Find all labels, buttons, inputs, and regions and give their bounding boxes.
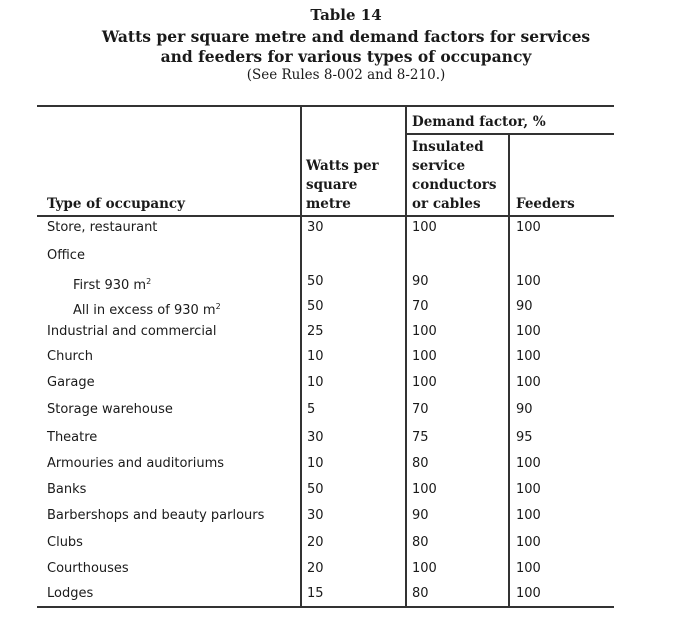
watts-cell: 30 (307, 430, 324, 445)
occupancy-cell (47, 430, 97, 446)
feeders-demand-cell: 90 (516, 402, 533, 417)
watts-cell: 10 (307, 456, 324, 471)
table-bottom-rule (37, 606, 614, 608)
superscript: 2 (146, 277, 152, 286)
service-demand-cell: 100 (412, 220, 437, 235)
occupancy-label: Banks (47, 482, 87, 497)
demand-factor-rule (405, 133, 614, 135)
feeders-demand-cell: 100 (516, 324, 541, 339)
occupancy-cell (47, 456, 224, 472)
occupancy-label: All in excess of 930 m (73, 303, 216, 318)
feeders-demand-cell: 100 (516, 586, 541, 601)
occupancy-label: Church (47, 349, 94, 364)
service-demand-cell: 100 (412, 561, 437, 576)
feeders-demand-cell: 95 (516, 430, 533, 445)
occupancy-cell (47, 248, 85, 264)
occupancy-label: First 930 m (73, 278, 147, 293)
occupancy-cell (73, 299, 221, 319)
watts-cell: 25 (307, 324, 324, 339)
watts-cell: 50 (307, 274, 324, 289)
watts-cell: 20 (307, 561, 324, 576)
watts-cell: 15 (307, 586, 324, 601)
service-demand-cell: 90 (412, 508, 429, 523)
header-watts-line-2: square (306, 177, 358, 193)
header-watts-line-3: metre (306, 196, 351, 212)
service-demand-cell: 75 (412, 430, 429, 445)
feeders-demand-cell: 100 (516, 274, 541, 289)
service-demand-cell: 80 (412, 586, 429, 601)
header-demand-factor: Demand factor, % (412, 114, 546, 130)
watts-cell: 30 (307, 220, 324, 235)
watts-cell: 50 (307, 299, 324, 314)
header-service-line-1: Insulated (412, 139, 484, 155)
service-demand-cell: 100 (412, 482, 437, 497)
feeders-demand-cell: 100 (516, 561, 541, 576)
column-divider-1 (300, 105, 302, 607)
header-service-line-3: conductors (412, 177, 497, 193)
occupancy-cell (47, 220, 157, 236)
occupancy-label: Storage warehouse (47, 402, 173, 417)
service-demand-cell: 80 (412, 456, 429, 471)
column-divider-3 (508, 133, 510, 607)
column-divider-2 (405, 105, 407, 607)
occupancy-label: Armouries and auditoriums (47, 456, 225, 471)
table-top-rule (37, 105, 614, 107)
occupancy-cell (47, 535, 83, 551)
occupancy-cell (47, 375, 95, 391)
occupancy-cell (47, 482, 86, 498)
service-demand-cell: 100 (412, 324, 437, 339)
occupancy-label: Garage (47, 375, 95, 390)
occupancy-label: Lodges (47, 586, 94, 601)
feeders-demand-cell: 100 (516, 220, 541, 235)
feeders-demand-cell: 90 (516, 299, 533, 314)
service-demand-cell: 80 (412, 535, 429, 550)
header-feeders: Feeders (516, 196, 575, 212)
watts-cell: 10 (307, 349, 324, 364)
watts-cell: 30 (307, 508, 324, 523)
table-title-line-1: Watts per square metre and demand factors for services (101, 27, 591, 46)
feeders-demand-cell: 100 (516, 508, 541, 523)
header-service-line-4: or cables (412, 196, 481, 212)
service-demand-cell: 100 (412, 349, 437, 364)
service-demand-cell: 100 (412, 375, 437, 390)
occupancy-cell (47, 561, 129, 577)
occupancy-label: Office (47, 248, 85, 263)
occupancy-label: Courthouses (47, 561, 129, 576)
service-demand-cell: 70 (412, 402, 429, 417)
feeders-demand-cell: 100 (516, 535, 541, 550)
header-service-line-2: service (412, 158, 466, 174)
header-watts-line-1: Watts per (306, 158, 379, 174)
table-title-line-2: and feeders for various types of occupancy (160, 47, 532, 66)
occupancy-label: Industrial and commercial (47, 324, 217, 339)
rules-reference: (See Rules 8-002 and 8-210.) (246, 67, 446, 83)
superscript: 2 (215, 302, 221, 311)
feeders-demand-cell: 100 (516, 375, 541, 390)
feeders-demand-cell: 100 (516, 456, 541, 471)
occupancy-label: Clubs (47, 535, 83, 550)
occupancy-label: Theatre (47, 430, 98, 445)
occupancy-cell (73, 274, 151, 294)
occupancy-cell (47, 402, 173, 418)
watts-cell: 20 (307, 535, 324, 550)
occupancy-label: Barbershops and beauty parlours (47, 508, 265, 523)
watts-cell: 50 (307, 482, 324, 497)
occupancy-cell (47, 349, 93, 365)
occupancy-cell (47, 508, 264, 524)
feeders-demand-cell: 100 (516, 482, 541, 497)
service-demand-cell: 70 (412, 299, 429, 314)
watts-cell: 5 (307, 402, 316, 417)
service-demand-cell: 90 (412, 274, 429, 289)
watts-cell: 10 (307, 375, 324, 390)
occupancy-cell (47, 324, 217, 340)
header-bottom-rule (37, 215, 614, 217)
table-number: Table 14 (310, 6, 382, 24)
occupancy-label: Store, restaurant (47, 220, 158, 235)
feeders-demand-cell: 100 (516, 349, 541, 364)
occupancy-cell (47, 586, 93, 602)
header-occupancy: Type of occupancy (47, 196, 185, 212)
